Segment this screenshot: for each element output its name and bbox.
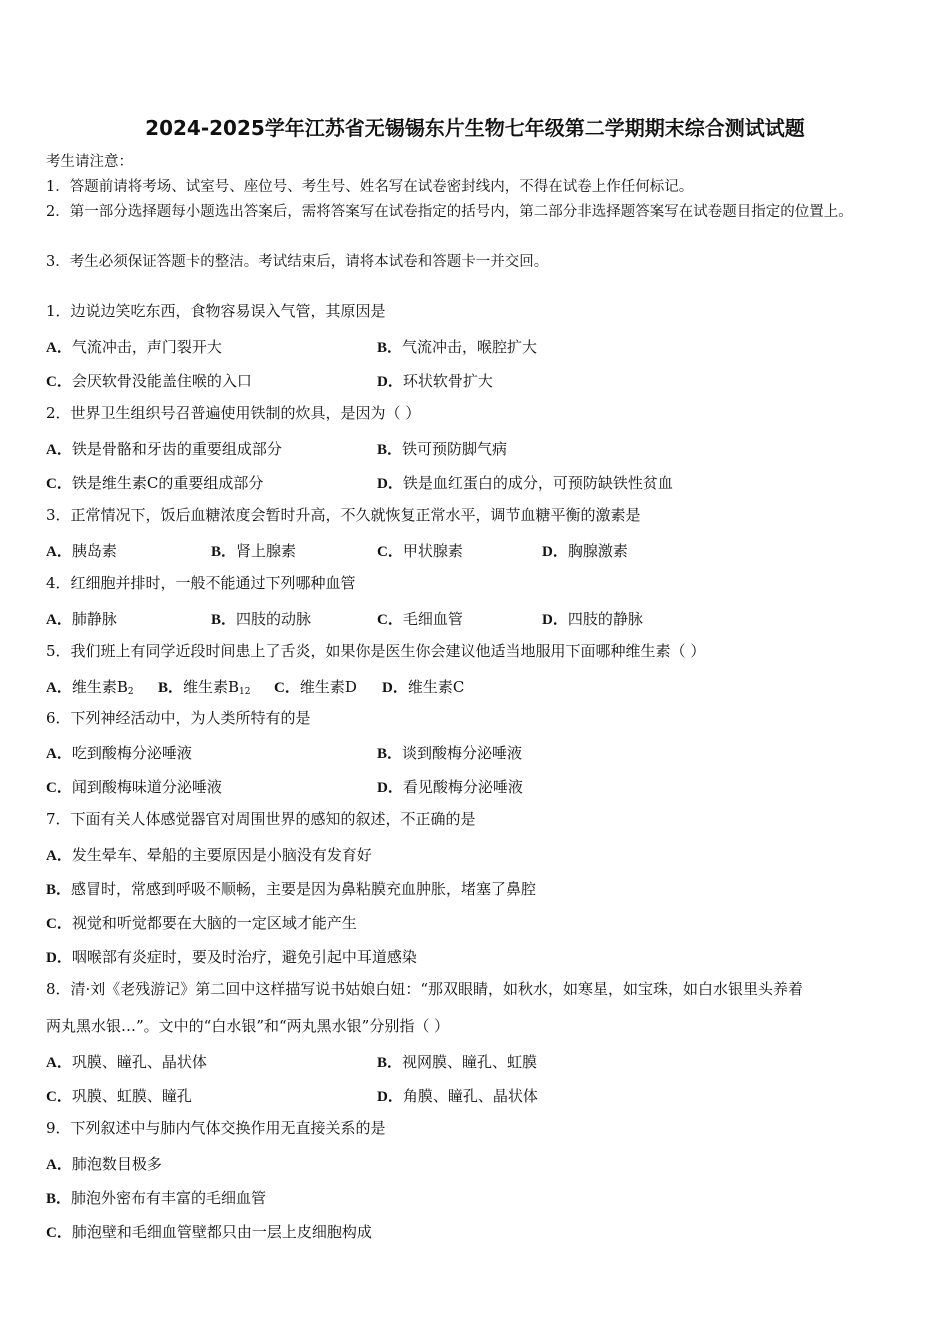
- option-label: C．: [377, 544, 403, 560]
- option-text: 看见酸梅分泌唾液: [402, 778, 523, 796]
- option-label: B．: [377, 746, 403, 762]
- option-d: [377, 370, 493, 391]
- option-text: 维生素B: [71, 678, 128, 696]
- option-text: 气流冲击，声门裂开大: [71, 338, 222, 356]
- option-c: [46, 776, 222, 797]
- option-text: 巩膜、瞳孔、晶状体: [71, 1053, 207, 1071]
- option-label: D．: [377, 476, 403, 492]
- option-a: [46, 1051, 207, 1072]
- option-text: 肺静脉: [71, 610, 117, 628]
- option-label: D．: [382, 680, 408, 696]
- question-stem: 4．红细胞并排时，一般不能通过下列哪种血管: [46, 574, 356, 592]
- option-d: [377, 776, 523, 797]
- option-label: B．: [46, 882, 72, 898]
- option-label: C．: [274, 680, 300, 696]
- option-text: 会厌软骨没能盖住喉的入口: [71, 372, 252, 390]
- option-label: B．: [377, 340, 403, 356]
- option-label: A．: [46, 848, 72, 864]
- option-c: [46, 472, 263, 493]
- option-d: [542, 540, 628, 561]
- option-label: C．: [46, 1225, 72, 1241]
- option-label: A．: [46, 612, 72, 628]
- option-text: 视觉和听觉都要在大脑的一定区域才能产生: [71, 914, 357, 932]
- option-label: A．: [46, 680, 72, 696]
- option-label: C．: [46, 374, 72, 390]
- option-text: 肺泡数目极多: [71, 1155, 162, 1173]
- page-title: 2024-2025学年江苏省无锡锡东片生物七年级第二学期期末综合测试试题: [145, 116, 805, 140]
- option-text: 维生素C: [407, 678, 465, 696]
- option-text: 铁是血红蛋白的成分，可预防缺铁性贫血: [402, 474, 673, 492]
- option-label: C．: [377, 612, 403, 628]
- notice-item: 1．答题前请将考场、试室号、座位号、考生号、姓名写在试卷密封线内，不得在试卷上作任何标记。: [46, 179, 694, 195]
- subscript: 2: [127, 687, 134, 697]
- option-a: [46, 540, 117, 561]
- option-b: [46, 878, 536, 899]
- option-label: B．: [377, 442, 403, 458]
- option-b: [377, 438, 507, 459]
- option-d: [377, 1085, 538, 1106]
- option-label: A．: [46, 1157, 72, 1173]
- option-d: [542, 608, 643, 629]
- option-label: C．: [46, 780, 72, 796]
- option-text: 咽喉部有炎症时，要及时治疗，避免引起中耳道感染: [71, 948, 417, 966]
- notice-item: 3．考生必须保证答题卡的整洁。考试结束后，请将本试卷和答题卡一并交回。: [46, 254, 549, 270]
- option-text: 角膜、瞳孔、晶状体: [402, 1087, 538, 1105]
- option-label: A．: [46, 746, 72, 762]
- question-stem: 5．我们班上有同学近段时间患上了舌炎，如果你是医生你会建议他适当地服用下面哪种维生素（ ）: [46, 642, 706, 660]
- option-label: D．: [46, 950, 72, 966]
- subscript: 12: [239, 687, 251, 697]
- option-d: [382, 676, 464, 697]
- question-stem: 1．边说边笑吃东西，食物容易误入气管，其原因是: [46, 302, 386, 320]
- option-text: 视网膜、瞳孔、虹膜: [402, 1053, 538, 1071]
- notice-heading: 考生请注意：: [46, 154, 133, 170]
- option-text: 维生素B: [183, 678, 240, 696]
- option-a: [46, 742, 192, 763]
- option-a: [46, 438, 282, 459]
- option-text: 维生素D: [299, 678, 357, 696]
- question-stem: 8．清·刘《老残游记》第二回中这样描写说书姑娘白妞：“那双眼睛，如秋水，如寒星，如宝珠，如白水银里头养着: [46, 980, 803, 998]
- option-c: [377, 540, 463, 561]
- option-b: [377, 1051, 537, 1072]
- option-text: 铁可预防脚气病: [402, 440, 508, 458]
- option-text: 肾上腺素: [236, 542, 297, 560]
- question-stem: 6．下列神经活动中，为人类所特有的是: [46, 709, 311, 727]
- option-c: [46, 1085, 192, 1106]
- option-text: 铁是骨骼和牙齿的重要组成部分: [71, 440, 282, 458]
- option-text: 铁是维生素C的重要组成部分: [71, 474, 264, 492]
- option-b: [211, 608, 311, 629]
- option-b: [211, 540, 296, 561]
- option-text: 肺泡外密布有丰富的毛细血管: [71, 1189, 267, 1207]
- option-label: B．: [46, 1191, 72, 1207]
- option-b: [158, 676, 251, 697]
- option-label: B．: [211, 544, 237, 560]
- option-text: 胸腺激素: [567, 542, 628, 560]
- option-a: [46, 336, 222, 357]
- option-c: [274, 676, 357, 697]
- option-label: B．: [158, 680, 184, 696]
- question-stem: 2．世界卫生组织号召普遍使用铁制的炊具，是因为（ ）: [46, 404, 421, 422]
- option-text: 谈到酸梅分泌唾液: [402, 744, 523, 762]
- option-a: [46, 676, 134, 697]
- option-text: 胰岛素: [71, 542, 117, 560]
- option-label: A．: [46, 1055, 72, 1071]
- option-text: 毛细血管: [402, 610, 463, 628]
- option-label: B．: [211, 612, 237, 628]
- option-label: C．: [46, 916, 72, 932]
- option-label: A．: [46, 442, 72, 458]
- option-a: [46, 1153, 162, 1174]
- option-label: D．: [542, 544, 568, 560]
- option-text: 发生晕车、晕船的主要原因是小脑没有发育好: [71, 846, 372, 864]
- notice-item: 2．第一部分选择题每小题选出答案后，需将答案写在试卷指定的括号内，第二部分非选择题答案写在试卷题目指定的位置上。: [46, 204, 853, 220]
- option-b: [377, 336, 537, 357]
- question-stem: 7．下面有关人体感觉器官对周围世界的感知的叙述，不正确的是: [46, 810, 476, 828]
- question-stem: 3．正常情况下，饭后血糖浓度会暂时升高，不久就恢复正常水平，调节血糖平衡的激素是: [46, 506, 641, 524]
- option-text: 感冒时，常感到呼吸不顺畅，主要是因为鼻粘膜充血肿胀，堵塞了鼻腔: [71, 880, 537, 898]
- option-a: [46, 844, 372, 865]
- option-label: A．: [46, 544, 72, 560]
- option-text: 气流冲击，喉腔扩大: [402, 338, 538, 356]
- option-d: [377, 472, 673, 493]
- option-text: 四肢的静脉: [567, 610, 643, 628]
- option-label: B．: [377, 1055, 403, 1071]
- option-c: [377, 608, 463, 629]
- option-text: 巩膜、虹膜、瞳孔: [71, 1087, 192, 1105]
- option-label: A．: [46, 340, 72, 356]
- option-label: D．: [377, 780, 403, 796]
- option-text: 闻到酸梅味道分泌唾液: [71, 778, 222, 796]
- option-d: [46, 946, 417, 967]
- option-label: D．: [542, 612, 568, 628]
- option-c: [46, 370, 252, 391]
- option-c: [46, 1221, 372, 1242]
- option-text: 四肢的动脉: [236, 610, 312, 628]
- option-label: C．: [46, 476, 72, 492]
- option-b: [46, 1187, 266, 1208]
- option-text: 肺泡壁和毛细血管壁都只由一层上皮细胞构成: [71, 1223, 372, 1241]
- option-text: 吃到酸梅分泌唾液: [71, 744, 192, 762]
- option-b: [377, 742, 522, 763]
- option-c: [46, 912, 357, 933]
- option-text: 环状软骨扩大: [402, 372, 493, 390]
- option-label: D．: [377, 1089, 403, 1105]
- option-text: 甲状腺素: [402, 542, 463, 560]
- question-stem: 9．下列叙述中与肺内气体交换作用无直接关系的是: [46, 1119, 386, 1137]
- option-label: C．: [46, 1089, 72, 1105]
- option-label: D．: [377, 374, 403, 390]
- option-a: [46, 608, 117, 629]
- question-stem-continued: 两丸黑水银…”。文中的“白水银”和“两丸黑水银”分别指（ ）: [46, 1017, 450, 1035]
